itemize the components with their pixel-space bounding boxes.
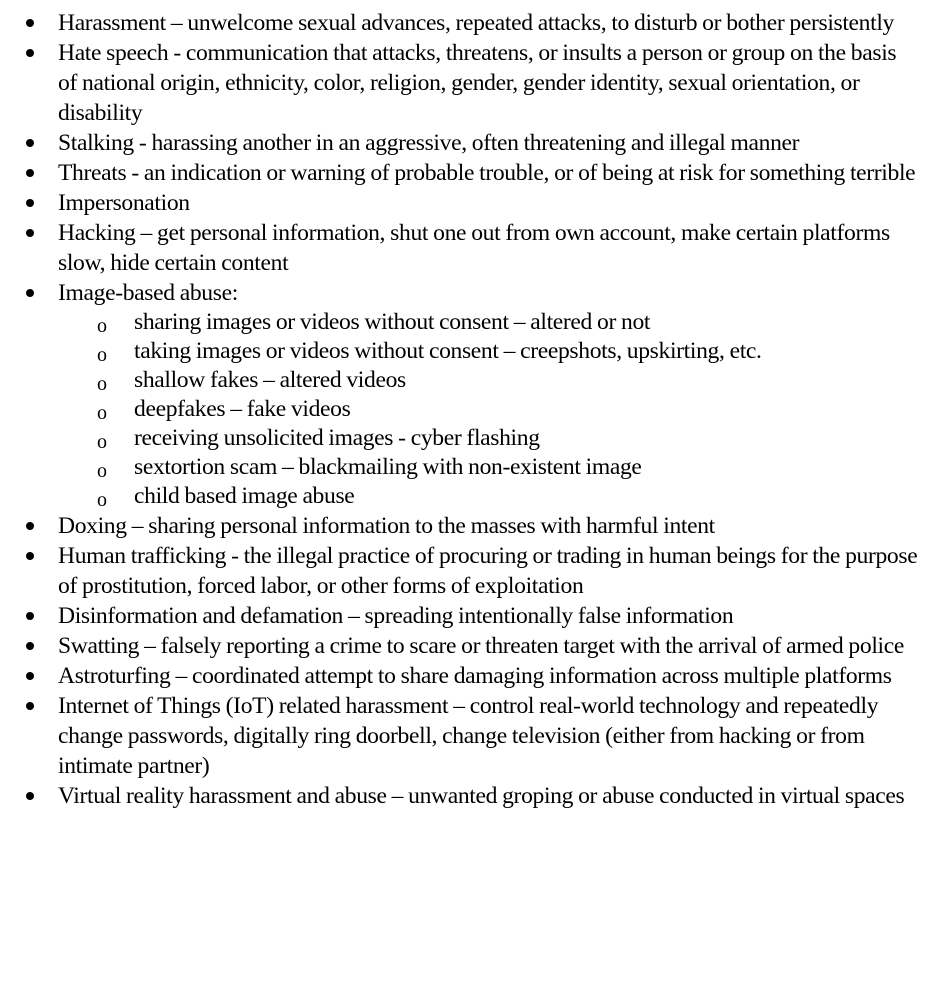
sublist-item [0, 395, 918, 424]
list-item-astroturfing [0, 661, 938, 691]
list-item-text: Human trafficking - the illegal practice of procuring or trading in human beings for the purpose of prostitution, forced labor, or other forms of exploitation [58, 543, 918, 599]
sublist-item-text: sextortion scam – blackmailing with non-existent image [134, 454, 642, 480]
bullet-icon [26, 169, 34, 177]
bullet-icon [26, 139, 34, 147]
list-item-disinformation [0, 601, 938, 631]
bullet-icon [26, 522, 34, 530]
hollow-bullet-icon: o [97, 460, 107, 482]
sublist-item [0, 366, 918, 395]
sublist-item [0, 308, 918, 337]
bullet-icon [26, 19, 34, 27]
list-item-impersonation [0, 188, 938, 218]
list-item-image-based-abuse [0, 278, 938, 511]
list-item-threats [0, 158, 938, 188]
list-item-doxing [0, 511, 938, 541]
list-item-text: Swatting – falsely reporting a crime to scare or threaten target with the arrival of armed police [58, 633, 904, 659]
list-item-text: Hacking – get personal information, shut one out from own account, make certain platforms slow, hide certain content [58, 220, 890, 276]
hollow-bullet-icon: o [97, 489, 107, 511]
bullet-icon [26, 199, 34, 207]
bullet-icon [26, 792, 34, 800]
sublist-item-text: receiving unsolicited images - cyber flashing [134, 425, 540, 451]
list-item-swatting [0, 631, 938, 661]
sublist-item-text: child based image abuse [134, 483, 355, 509]
bullet-icon [26, 289, 34, 297]
list-item-text: Hate speech - communication that attacks, threatens, or insults a person or group on the basis of national origin, ethnicity, color, religion, gender, gender identity, sexual orientation, or disability [58, 40, 897, 126]
image-abuse-sublist [58, 308, 918, 511]
sublist-item [0, 453, 918, 482]
bullet-icon [26, 229, 34, 237]
bullet-icon [26, 672, 34, 680]
list-item-iot-harassment [0, 691, 938, 781]
list-item-text: Doxing – sharing personal information to the masses with harmful intent [58, 513, 715, 539]
bullet-icon [26, 612, 34, 620]
hollow-bullet-icon: o [97, 373, 107, 395]
list-item-vr-harassment [0, 781, 938, 811]
list-item-text: Astroturfing – coordinated attempt to share damaging information across multiple platforms [58, 663, 892, 689]
bullet-icon [26, 552, 34, 560]
list-item-text: Image-based abuse: [58, 280, 238, 306]
list-item-harassment [0, 8, 938, 38]
list-item-text: Stalking - harassing another in an aggressive, often threatening and illegal manner [58, 130, 800, 156]
list-item-human-trafficking [0, 541, 938, 601]
bullet-icon [26, 702, 34, 710]
abuse-types-list [0, 8, 938, 811]
sublist-item-text: taking images or videos without consent – creepshots, upskirting, etc. [134, 338, 762, 364]
hollow-bullet-icon: o [97, 431, 107, 453]
sublist-item [0, 424, 918, 453]
list-item-text: Virtual reality harassment and abuse – unwanted groping or abuse conducted in virtual spaces [58, 783, 905, 809]
list-item-text: Threats - an indication or warning of probable trouble, or of being at risk for something terrible [58, 160, 916, 186]
bullet-icon [26, 642, 34, 650]
hollow-bullet-icon: o [97, 315, 107, 337]
list-item-hate-speech [0, 38, 938, 128]
list-item-text: Internet of Things (IoT) related harassment – control real-world technology and repeatedly change passwords, digitally ring doorbell, change television (either from hacking or from intimate partner) [58, 693, 879, 779]
bullet-icon [26, 49, 34, 57]
hollow-bullet-icon: o [97, 402, 107, 424]
sublist-item-text: sharing images or videos without consent – altered or not [134, 309, 651, 335]
sublist-item [0, 337, 918, 366]
list-item-hacking [0, 218, 938, 278]
sublist-item-text: deepfakes – fake videos [134, 396, 351, 422]
sublist-item-text: shallow fakes – altered videos [134, 367, 406, 393]
list-item-stalking [0, 128, 938, 158]
sublist-item [0, 482, 918, 511]
hollow-bullet-icon: o [97, 344, 107, 366]
list-item-text: Harassment – unwelcome sexual advances, repeated attacks, to disturb or bother persistently [58, 10, 894, 36]
list-item-text: Impersonation [58, 190, 190, 216]
list-item-text: Disinformation and defamation – spreading intentionally false information [58, 603, 734, 629]
